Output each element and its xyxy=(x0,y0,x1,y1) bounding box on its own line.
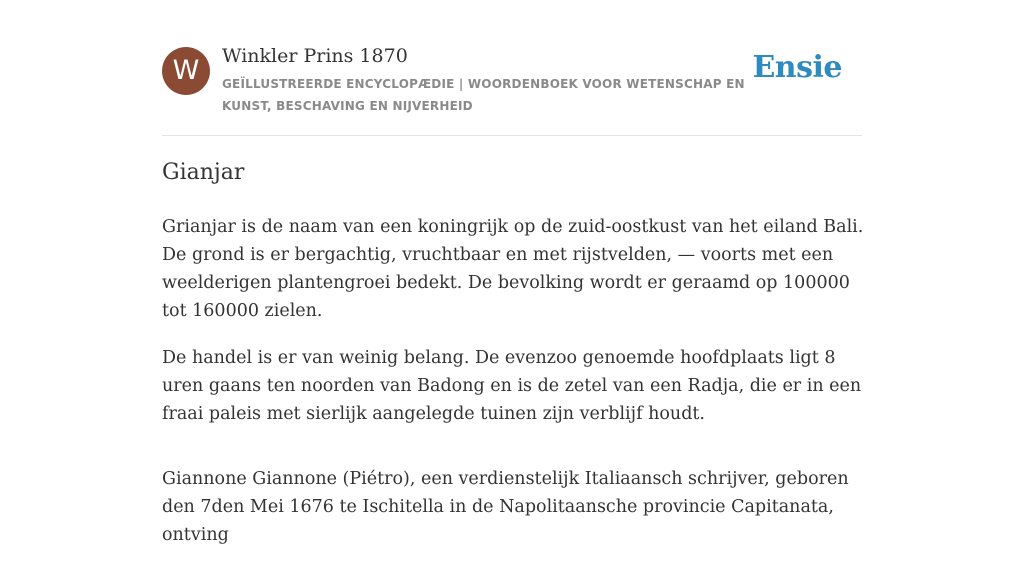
entry-paragraph: Grianjar is de naam van een koningrijk op de zuid-oostkust van het eiland Bali. De grond is er bergachtig, vruchtbaar en met rijstvelden, — voorts met een weelderigen plantengroei bedekt. De bevolking wordt er geraamd op 100000 tot 160000 zielen. xyxy=(162,217,864,321)
source-header xyxy=(162,0,862,136)
source-title[interactable]: Winkler Prins 1870 xyxy=(222,45,408,67)
entry-body xyxy=(162,213,867,568)
source-avatar[interactable]: W xyxy=(162,47,210,95)
page-content xyxy=(162,0,864,545)
entry-paragraph: De handel is er van weinig belang. De evenzoo genoemde hoofdplaats ligt 8 uren gaans ten noorden van Badong en is de zetel van een Radja, die er in een fraai paleis met sierlijk aangelegde tuinen zijn verblijf houdt. xyxy=(162,348,862,424)
ensie-logo-link[interactable]: Ensie xyxy=(752,50,842,85)
entry-title: Gianjar xyxy=(162,160,245,185)
entry-paragraph: Giannone Giannone (Piétro), een verdienstelijk Italiaansch schrijver, geboren den 7den Mei 1676 te Ischitella in de Napolitaansche provincie Capitanata, ontving xyxy=(162,469,849,545)
source-subtitle: GEÏLLUSTREERDE ENCYCLOPÆDIE | WOORDENBOEK VOOR WETENSCHAP EN KUNST, BESCHAVING EN NIJVERHEID xyxy=(222,77,745,113)
